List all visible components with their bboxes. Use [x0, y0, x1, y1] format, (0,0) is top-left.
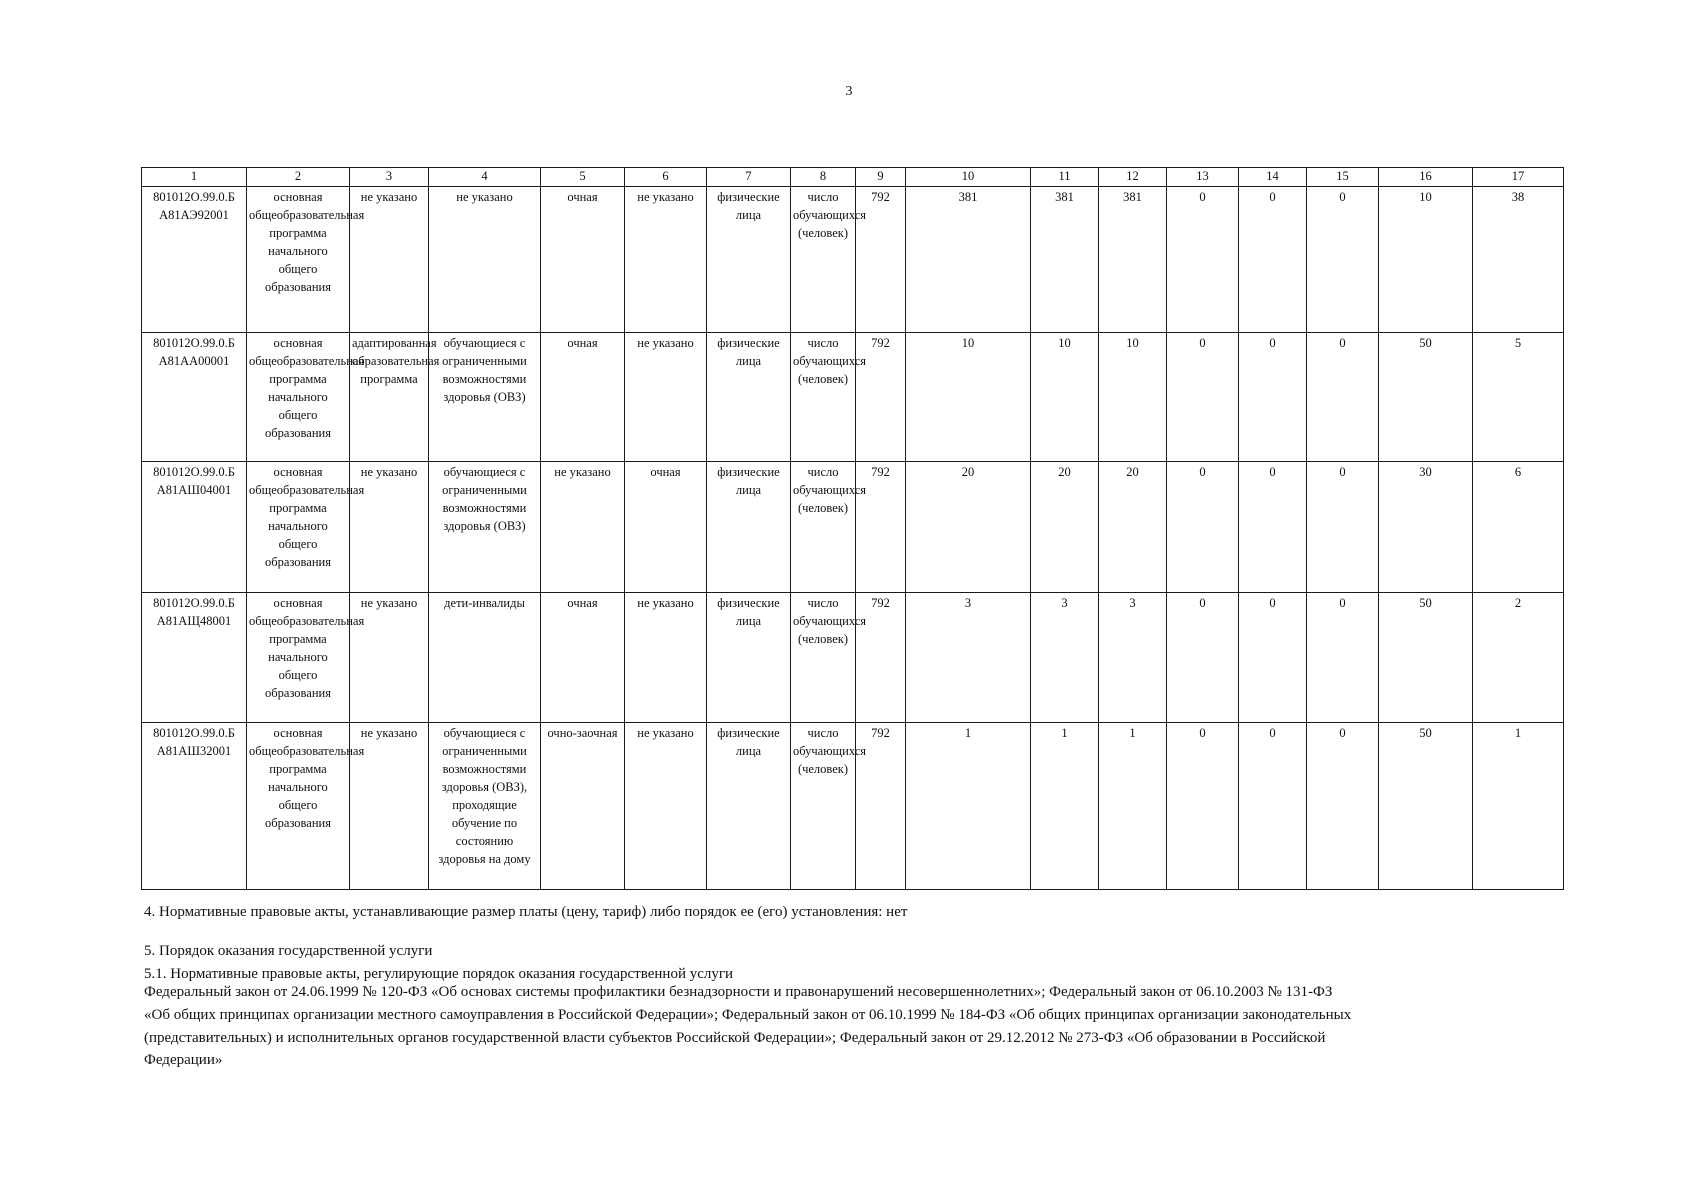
table-cell: физические лица	[707, 187, 791, 333]
table-cell: обучающиеся с ограниченными возможностями здоровья (ОВЗ), проходящие обучение по состоянию здоровья на дому	[429, 723, 541, 890]
column-header: 7	[707, 168, 791, 187]
column-header: 17	[1473, 168, 1564, 187]
table-cell: 20	[1099, 462, 1167, 593]
column-header: 4	[429, 168, 541, 187]
laws-line: «Об общих принципах организации местного самоуправления в Российской Федерации»; Федеральный закон от 06.10.1999 № 184-ФЗ «Об общих принципах организации законодательных	[144, 1006, 1352, 1023]
table-cell: 0	[1167, 723, 1239, 890]
table-cell: не указано	[350, 593, 429, 723]
table-cell: обучающиеся с ограниченными возможностями здоровья (ОВЗ)	[429, 462, 541, 593]
table-cell: 50	[1379, 333, 1473, 462]
table-cell: основная общеобразовательная программа начального общего образования	[247, 333, 350, 462]
table-cell: 5	[1473, 333, 1564, 462]
table-cell: 10	[1379, 187, 1473, 333]
table-cell: 10	[906, 333, 1031, 462]
table-cell: основная общеобразовательная программа начального общего образования	[247, 723, 350, 890]
table-row	[142, 723, 1564, 890]
laws-line: Федерации»	[144, 1052, 223, 1069]
table-cell: 792	[856, 593, 906, 723]
column-header: 15	[1307, 168, 1379, 187]
table-cell: не указано	[625, 723, 707, 890]
column-header: 16	[1379, 168, 1473, 187]
table-cell: 0	[1239, 593, 1307, 723]
column-header: 8	[791, 168, 856, 187]
column-header: 1	[142, 168, 247, 187]
table-row	[142, 333, 1564, 462]
table-cell: не указано	[429, 187, 541, 333]
table-cell: адаптированная образовательная программа	[350, 333, 429, 462]
table-cell: очная	[541, 333, 625, 462]
table-cell: 0	[1307, 462, 1379, 593]
table-cell: 381	[906, 187, 1031, 333]
table-cell: основная общеобразовательная программа начального общего образования	[247, 462, 350, 593]
table-cell: дети-инвалиды	[429, 593, 541, 723]
table-cell: 0	[1239, 723, 1307, 890]
table-cell: 792	[856, 187, 906, 333]
column-header: 13	[1167, 168, 1239, 187]
table-cell: 50	[1379, 723, 1473, 890]
table-cell: 50	[1379, 593, 1473, 723]
column-header: 5	[541, 168, 625, 187]
table-cell: 0	[1307, 723, 1379, 890]
table-cell: очная	[625, 462, 707, 593]
laws-line: Федеральный закон от 24.06.1999 № 120-ФЗ «Об основах системы профилактики безнадзорности и правонарушений несовершеннолетних»; Федеральный закон от 06.10.2003 № 131-ФЗ	[144, 984, 1333, 1000]
table-cell: число обучающихся (человек)	[791, 187, 856, 333]
table-row	[142, 462, 1564, 593]
column-header: 2	[247, 168, 350, 187]
table-cell: 792	[856, 723, 906, 890]
table-cell: очная	[541, 593, 625, 723]
table-cell: не указано	[625, 333, 707, 462]
table-cell: не указано	[625, 187, 707, 333]
table-cell: 1	[1031, 723, 1099, 890]
table-cell: не указано	[350, 187, 429, 333]
table-cell: 792	[856, 333, 906, 462]
table-cell: 10	[1031, 333, 1099, 462]
table-cell: 0	[1167, 462, 1239, 593]
table-cell: 801012О.99.0.Б А81АЩ48001	[142, 593, 247, 723]
table-cell: 30	[1379, 462, 1473, 593]
page-number: 3	[845, 84, 853, 99]
table-cell: число обучающихся (человек)	[791, 723, 856, 890]
section-5-1-heading: 5.1. Нормативные правовые акты, регулирующие порядок оказания государственной услуги	[144, 966, 734, 982]
table-cell: 1	[1099, 723, 1167, 890]
table-cell: 381	[1031, 187, 1099, 333]
services-table	[141, 167, 1564, 890]
section-5-heading: 5. Порядок оказания государственной услуги	[144, 943, 433, 959]
table-cell: 3	[1031, 593, 1099, 723]
table-cell: 0	[1167, 333, 1239, 462]
table-cell: число обучающихся (человек)	[791, 333, 856, 462]
table-cell: обучающиеся с ограниченными возможностями здоровья (ОВЗ)	[429, 333, 541, 462]
table-cell: 0	[1167, 187, 1239, 333]
table-cell: 801012О.99.0.Б А81АШ04001	[142, 462, 247, 593]
table-cell: очно-заочная	[541, 723, 625, 890]
table-cell: 2	[1473, 593, 1564, 723]
table-cell: 38	[1473, 187, 1564, 333]
table-cell: 0	[1307, 333, 1379, 462]
table-cell: 1	[906, 723, 1031, 890]
table-row	[142, 187, 1564, 333]
table-cell: 0	[1307, 593, 1379, 723]
column-header: 10	[906, 168, 1031, 187]
table-cell: физические лица	[707, 333, 791, 462]
table-cell: 381	[1099, 187, 1167, 333]
laws-paragraph	[144, 981, 1564, 1072]
table-cell: 1	[1473, 723, 1564, 890]
section-4-paragraph: 4. Нормативные правовые акты, устанавливающие размер платы (цену, тариф) либо порядок ее (его) установления: нет	[144, 904, 908, 920]
table-cell: очная	[541, 187, 625, 333]
table-cell: 3	[1099, 593, 1167, 723]
table-cell: 6	[1473, 462, 1564, 593]
table-cell: 0	[1167, 593, 1239, 723]
table-cell: физические лица	[707, 593, 791, 723]
table-cell: число обучающихся (человек)	[791, 593, 856, 723]
column-header: 6	[625, 168, 707, 187]
table-cell: 10	[1099, 333, 1167, 462]
table-cell: не указано	[541, 462, 625, 593]
table-cell: 3	[906, 593, 1031, 723]
table-cell: 801012О.99.0.Б А81АЭ92001	[142, 187, 247, 333]
table-cell: не указано	[350, 723, 429, 890]
table-cell: физические лица	[707, 723, 791, 890]
column-header: 3	[350, 168, 429, 187]
table-cell: не указано	[350, 462, 429, 593]
table-row	[142, 593, 1564, 723]
table-cell: 0	[1239, 187, 1307, 333]
table-cell: основная общеобразовательная программа начального общего образования	[247, 593, 350, 723]
table-cell: 792	[856, 462, 906, 593]
table-cell: физические лица	[707, 462, 791, 593]
column-header: 14	[1239, 168, 1307, 187]
table-cell: 801012О.99.0.Б А81АШ32001	[142, 723, 247, 890]
table-cell: 0	[1239, 462, 1307, 593]
column-header: 9	[856, 168, 906, 187]
column-header: 11	[1031, 168, 1099, 187]
table-cell: 20	[906, 462, 1031, 593]
column-header: 12	[1099, 168, 1167, 187]
table-cell: не указано	[625, 593, 707, 723]
table-cell: основная общеобразовательная программа начального общего образования	[247, 187, 350, 333]
table-cell: 0	[1307, 187, 1379, 333]
laws-line: (представительных) и исполнительных органов государственной власти субъектов Российской Федерации»; Федеральный закон от 29.12.2012 № 273-ФЗ «Об образовании в Российской	[144, 1029, 1326, 1046]
table-cell: 801012О.99.0.Б А81АА00001	[142, 333, 247, 462]
table-cell: 20	[1031, 462, 1099, 593]
table-cell: число обучающихся (человек)	[791, 462, 856, 593]
table-header-row	[142, 168, 1564, 187]
table-cell: 0	[1239, 333, 1307, 462]
